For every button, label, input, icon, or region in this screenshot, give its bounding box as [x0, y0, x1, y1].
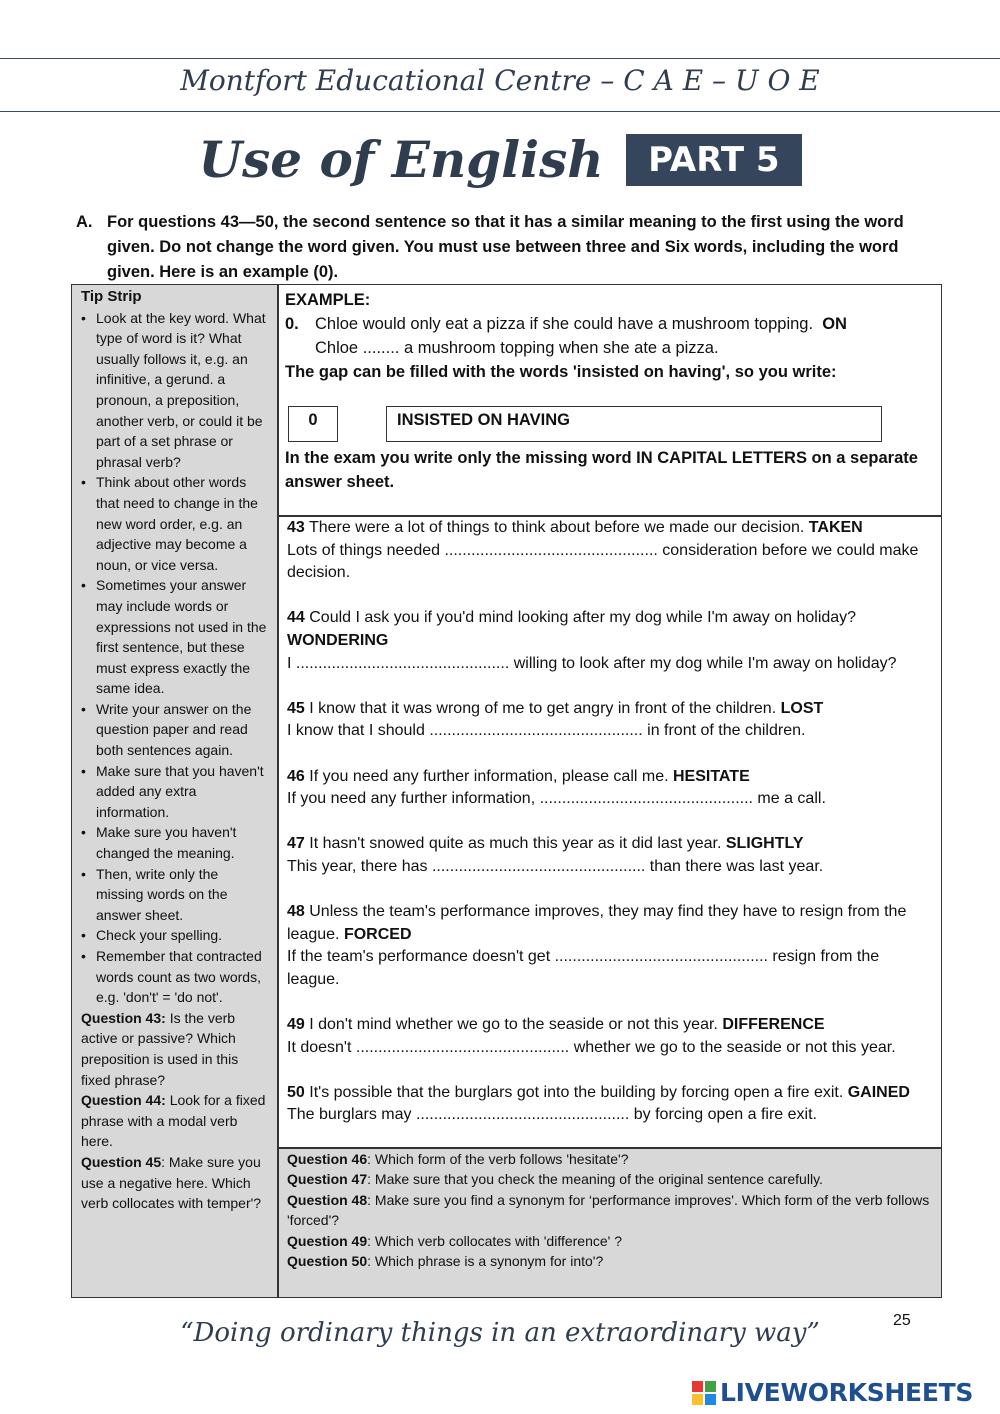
tip-item: • Sometimes your answer may include words or expressions not used in the first sentence, but these must express exactly the same idea. [81, 575, 269, 699]
example-sentence: Chloe would only eat a pizza if she could have a mushroom topping. [315, 315, 814, 333]
hint-item [287, 1190, 933, 1231]
question-keyword: SLIGHTLY [725, 835, 804, 853]
question-number: 45 [287, 699, 305, 717]
tip-question [81, 1008, 269, 1090]
questions-box [278, 516, 942, 1148]
question-sentence: There were a lot of things to think about before we made our decision. [304, 519, 809, 536]
question-item [287, 901, 933, 991]
gap-after: by forcing open a fire exit. [629, 1106, 817, 1124]
tip-list [81, 308, 269, 1008]
question-keyword: FORCED [343, 925, 412, 943]
question-item [287, 1014, 933, 1059]
tip-question-text: : Make sure you use a negative here. Which verb collocates with temper'? [81, 1153, 262, 1212]
tip-item: • Make sure you haven't changed the meaning. [81, 822, 269, 863]
gap-before: Lots of things needed [287, 541, 445, 559]
title-main: Use of English [198, 130, 604, 189]
page-number: 25 [893, 1312, 911, 1329]
example-answer-row [285, 384, 935, 446]
question-sentence: Unless the team's performance improves, they may find they have to resign from the league. [287, 903, 907, 943]
tip-question-label: Question 43: [81, 1009, 166, 1026]
hint-text: : Which phrase is a synonym for into'? [367, 1253, 604, 1270]
question-number: 48 [287, 903, 305, 921]
hint-item [287, 1149, 933, 1169]
gap-before: It doesn't [287, 1038, 356, 1056]
hints-box [278, 1148, 942, 1298]
example-answer-number: 0 [288, 406, 338, 442]
tip-question-text: Is the verb active or passive? Which preposition is used in this fixed phrase? [81, 1009, 239, 1088]
tip-question-label: Question 44: [81, 1092, 166, 1109]
question-item [287, 517, 933, 585]
hint-text: : Which form of the verb follows 'hesitate'? [367, 1151, 629, 1167]
gap-before: The burglars may [287, 1106, 416, 1124]
gap-after: me a call. [752, 790, 826, 808]
tip-item: • Remember that contracted words count as two words, e.g. 'don't' = 'do not'. [81, 946, 269, 1008]
hint-label: Question 49 [287, 1232, 368, 1249]
answer-gap[interactable]: ................................................ [415, 1106, 630, 1124]
example-keyword: ON [822, 315, 847, 333]
footer-motto: “Doing ordinary things in an extraordinary way” [180, 1318, 820, 1348]
hint-label: Question 48 [287, 1191, 368, 1208]
gap-before: I know that I should [287, 722, 430, 740]
gap-before: This year, there has [287, 857, 432, 875]
gap-after: resign from the league. [287, 948, 880, 988]
answer-gap[interactable]: ................................................ [429, 722, 643, 740]
liveworksheets-text: LIVEWORKSHEETS [720, 1378, 974, 1407]
answer-gap[interactable]: ................................................ [444, 541, 658, 559]
example-heading: EXAMPLE: [285, 291, 371, 309]
gap-after: willing to look after my dog while I'm away on holiday? [509, 654, 897, 672]
gap-after: than there was last year. [645, 857, 824, 875]
question-keyword: GAINED [847, 1083, 910, 1101]
question-number: 49 [287, 1016, 305, 1034]
question-keyword: HESITATE [673, 767, 750, 785]
tip-question-label: Question 45 [81, 1153, 162, 1170]
question-number: 50 [287, 1083, 305, 1101]
example-box [278, 284, 942, 516]
tip-item: • Think about other words that need to change in the new word order, e.g. an adjective may become a noun, or vice versa. [81, 472, 269, 575]
answer-gap[interactable]: ................................................ [295, 654, 510, 672]
instructions [76, 210, 938, 285]
tip-item: • Write your answer on the question paper and read both sentences again. [81, 699, 269, 761]
header-title: Montfort Educational Centre – C A E – U O E [180, 64, 820, 97]
tip-item: • Make sure that you haven't added any extra information. [81, 761, 269, 823]
hint-item [287, 1169, 933, 1189]
liveworksheets-icon [692, 1381, 716, 1405]
gap-after: consideration before we could make decision. [287, 541, 919, 582]
hint-item [287, 1231, 933, 1251]
question-sentence: Could I ask you if you'd mind looking after my dog while I'm away on holiday? [304, 609, 857, 627]
question-number: 44 [287, 609, 305, 627]
tip-item: • Then, write only the missing words on the answer sheet. [81, 864, 269, 926]
question-item [287, 833, 933, 878]
instructions-letter: A. [76, 213, 93, 231]
example-explanation: The gap can be filled with the words 'insisted on having', so you write: [285, 363, 837, 381]
hint-label: Question 46 [287, 1151, 368, 1167]
question-item [287, 607, 933, 675]
question-item [287, 1082, 933, 1127]
example-note: In the exam you write only the missing word IN CAPITAL LETTERS on a separate answer sheet. [285, 449, 918, 491]
question-sentence: If you need any further information, please call me. [304, 767, 673, 785]
gap-before: If the team's performance doesn't get [287, 948, 555, 966]
gap-before: If you need any further information, [287, 790, 540, 808]
question-sentence: I don't mind whether we go to the seaside or not this year. [304, 1016, 723, 1034]
tip-question [81, 1152, 269, 1214]
tip-strip-title: Tip Strip [81, 288, 142, 305]
question-sentence: It hasn't snowed quite as much this year as it did last year. [304, 835, 726, 853]
question-keyword: LOST [780, 699, 824, 717]
tip-item: • Check your spelling. [81, 925, 269, 946]
hint-text: : Make sure that you check the meaning of the original sentence carefully. [367, 1171, 823, 1188]
hint-text: : Which verb collocates with 'difference' ? [367, 1232, 623, 1249]
tip-strip [71, 284, 278, 1298]
question-item [287, 766, 933, 811]
hint-item [287, 1251, 933, 1271]
answer-gap[interactable]: ................................................ [355, 1038, 570, 1056]
gap-after: whether we go to the seaside or not this year. [569, 1038, 896, 1056]
tip-question [81, 1090, 269, 1152]
question-sentence: It's possible that the burglars got into the building by forcing open a fire exit. [304, 1083, 848, 1101]
answer-gap[interactable]: ................................................ [431, 857, 646, 875]
title-part-badge: PART 5 [626, 134, 801, 186]
question-sentence: I know that it was wrong of me to get angry in front of the children. [304, 699, 781, 717]
question-item [287, 698, 933, 743]
question-keyword: DIFFERENCE [722, 1016, 825, 1034]
hint-label: Question 50 [287, 1253, 368, 1270]
gap-before: I [287, 654, 296, 672]
answer-gap[interactable]: ................................................ [554, 948, 768, 966]
hint-text: : Make sure you find a synonym for ‘performance improves'. Which form of the verb follows 'forced'? [287, 1191, 930, 1229]
gap-after: in front of the children. [642, 722, 806, 740]
question-keyword: TAKEN [808, 519, 863, 536]
question-number: 43 [287, 519, 305, 536]
question-number: 47 [287, 835, 305, 853]
example-gapped: Chloe ........ a mushroom topping when she ate a pizza. [315, 339, 719, 357]
tip-question-text: Look for a fixed phrase with a modal verb here. [81, 1092, 266, 1150]
example-answer: INSISTED ON HAVING [386, 406, 882, 442]
instructions-text: For questions 43—50, the second sentence so that it has a similar meaning to the first using the word given. Do not change the word given. You must use between three and Six words, including the word given. Here is an example (0). [107, 213, 904, 281]
page-title [0, 130, 1000, 189]
tip-item: • Look at the key word. What type of word is it? What usually follows it, e.g. an infinitive, a gerund. a pronoun, a preposition, another verb, or could it be part of a set phrase or phrasal verb? [81, 308, 269, 473]
example-number: 0. [285, 315, 299, 333]
hint-label: Question 47 [287, 1171, 368, 1188]
question-keyword: WONDERING [287, 631, 389, 649]
example-sentence-row [285, 312, 935, 360]
answer-gap[interactable]: ................................................ [539, 790, 753, 808]
question-number: 46 [287, 767, 305, 785]
